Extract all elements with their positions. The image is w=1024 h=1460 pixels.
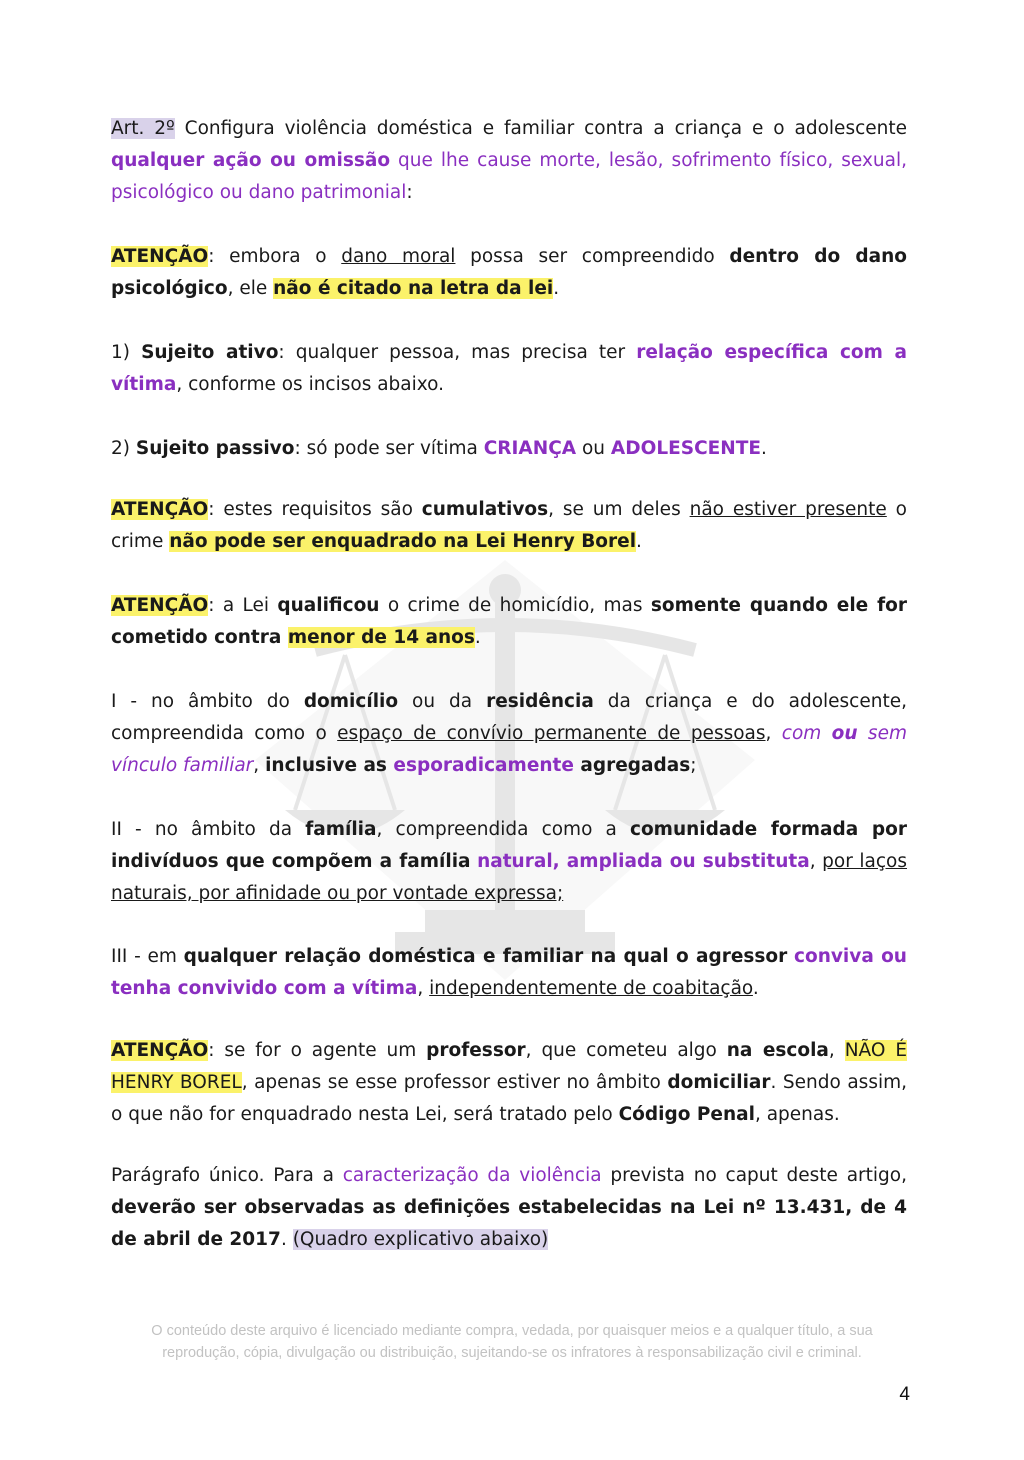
text: , ele (227, 278, 274, 299)
passive-subject-item (111, 433, 907, 465)
italic-phrase: sem vínculo familiar (111, 723, 907, 776)
bold-phrase: qualquer relação doméstica e familiar na qual o agressor (183, 946, 788, 967)
highlight-phrase: menor de 14 anos (287, 627, 475, 648)
bold-phrase: agregadas (573, 755, 691, 776)
text: prevista no caput deste artigo, (601, 1165, 907, 1186)
bold-phrase: residência (486, 691, 594, 712)
text: : se for o agente um (208, 1040, 427, 1061)
text: , apenas se esse professor estiver no âmbito (241, 1072, 668, 1093)
attention-note-3 (111, 590, 907, 654)
bold-phrase: Sujeito ativo (141, 342, 279, 363)
italic-phrase: com (781, 723, 832, 744)
text: , se um deles (548, 499, 690, 520)
bold-phrase: domiciliar (667, 1072, 771, 1093)
footer-line: O conteúdo deste arquivo é licenciado mediante compra, vedada, por quaisquer meios e a qualquer título, a sua (151, 1323, 873, 1339)
text: 2) (111, 438, 136, 459)
attention-note-1 (111, 241, 907, 305)
underlined-phrase: espaço de convívio permanente de pessoas (337, 723, 766, 744)
bold-phrase: dentro do dano psicológico (111, 246, 907, 299)
text: : a Lei (208, 595, 278, 616)
text: . (636, 531, 642, 552)
bold-phrase: cumulativos (421, 499, 549, 520)
text: Parágrafo único. Para a (111, 1165, 343, 1186)
text: : só pode ser vítima (294, 438, 484, 459)
bold-phrase: deverão ser observadas as definições estabelecidas na Lei nº 13.431, de 4 de abril de 2017 (111, 1197, 907, 1250)
highlight-phrase: CRIANÇA (483, 438, 577, 459)
text: . (474, 627, 481, 648)
bold-phrase: Sujeito passivo (135, 438, 295, 459)
text: , apenas. (754, 1104, 840, 1125)
text: o crime (111, 499, 907, 552)
footer-line: reprodução, cópia, divulgação ou distribuição, sujeitando-se os infratores à responsabilização civil e criminal. (162, 1345, 862, 1361)
attention-label: ATENÇÃO (111, 246, 209, 267)
highlight-phrase: caracterização da violência (342, 1165, 602, 1186)
bold-phrase: comunidade formada por indivíduos que compõem a família (111, 819, 907, 872)
text: : qualquer pessoa, mas precisa ter (278, 342, 637, 363)
bold-phrase: professor (426, 1040, 526, 1061)
article-2-paragraph (111, 113, 907, 209)
text: ou da (398, 691, 487, 712)
highlight-phrase: ADOLESCENTE (610, 438, 762, 459)
attention-note-2 (111, 494, 907, 558)
text: : (406, 182, 413, 203)
attention-note-4 (111, 1035, 907, 1131)
text: , (417, 978, 430, 999)
text: III - em (111, 946, 184, 967)
text: , (809, 851, 823, 872)
highlight-phrase: que lhe cause morte, lesão, sofrimento físico, sexual, psicológico ou dano patrimonial (111, 150, 907, 203)
bold-phrase: inclusive as (265, 755, 394, 776)
text: , que cometeu algo (525, 1040, 727, 1061)
text: , (828, 1040, 845, 1061)
highlight-phrase: NÃO É HENRY BOREL (111, 1040, 908, 1093)
text: , (765, 723, 782, 744)
bold-phrase: na escola (726, 1040, 829, 1061)
text: Configura violência doméstica e familiar contra a criança e o adolescente (174, 118, 907, 139)
active-subject-item (111, 337, 907, 401)
bold-phrase: domicílio (303, 691, 399, 712)
underlined-phrase: não estiver presente (689, 499, 887, 520)
text: ou (576, 438, 611, 459)
text: , conforme os incisos abaixo. (176, 374, 445, 395)
text: . (761, 438, 767, 459)
text: , (253, 755, 266, 776)
attention-label: ATENÇÃO (111, 595, 209, 616)
article-number: Art. 2º (111, 118, 175, 139)
text: . Sendo assim, o que não for enquadrado nesta Lei, será tratado pelo (111, 1072, 907, 1125)
bold-phrase: família (305, 819, 377, 840)
highlight-phrase: não é citado na letra da lei (273, 278, 554, 299)
highlight-phrase: natural, ampliada ou substituta (477, 851, 810, 872)
explanatory-table-note: (Quadro explicativo abaixo) (292, 1229, 549, 1250)
text: I - no âmbito do (111, 691, 304, 712)
highlight-phrase: qualquer ação ou omissão (111, 150, 391, 171)
text: o crime de homicídio, mas (379, 595, 651, 616)
attention-label: ATENÇÃO (111, 1040, 209, 1061)
text: , compreendida como a (376, 819, 630, 840)
text (787, 946, 794, 967)
text: . (752, 978, 759, 999)
text: : estes requisitos são (208, 499, 422, 520)
page-number: 4 (899, 1384, 910, 1405)
highlight-phrase: não pode ser enquadrado na Lei Henry Borel (169, 531, 637, 552)
text: 1) (111, 342, 142, 363)
text: II - no âmbito da (111, 819, 306, 840)
sole-paragraph (111, 1160, 907, 1256)
underlined-phrase: por laços naturais, por afinidade ou por vontade expressa; (111, 851, 907, 904)
highlight-phrase: relação específica com a vítima (111, 342, 908, 395)
text: . (280, 1229, 293, 1250)
text: : embora o (208, 246, 342, 267)
bold-phrase: somente quando ele for cometido contra (111, 595, 908, 648)
license-footer (100, 1320, 924, 1364)
text: da criança e do adolescente, compreendida como o (111, 691, 907, 744)
highlight-phrase: esporadicamente (393, 755, 574, 776)
text: . (553, 278, 560, 299)
text: ; (690, 755, 697, 776)
bold-phrase: qualificou (277, 595, 380, 616)
highlight-phrase: conviva ou tenha convivido com a vítima (111, 946, 907, 999)
attention-label: ATENÇÃO (111, 499, 209, 520)
inciso-2 (111, 814, 907, 910)
underlined-phrase: dano moral (341, 246, 456, 267)
bold-phrase: Código Penal (618, 1104, 755, 1125)
text: possa ser compreendido (455, 246, 730, 267)
inciso-3 (111, 941, 907, 1005)
italic-phrase: ou (831, 723, 858, 744)
inciso-1 (111, 686, 907, 782)
underlined-phrase: independentemente de coabitação (429, 978, 753, 999)
